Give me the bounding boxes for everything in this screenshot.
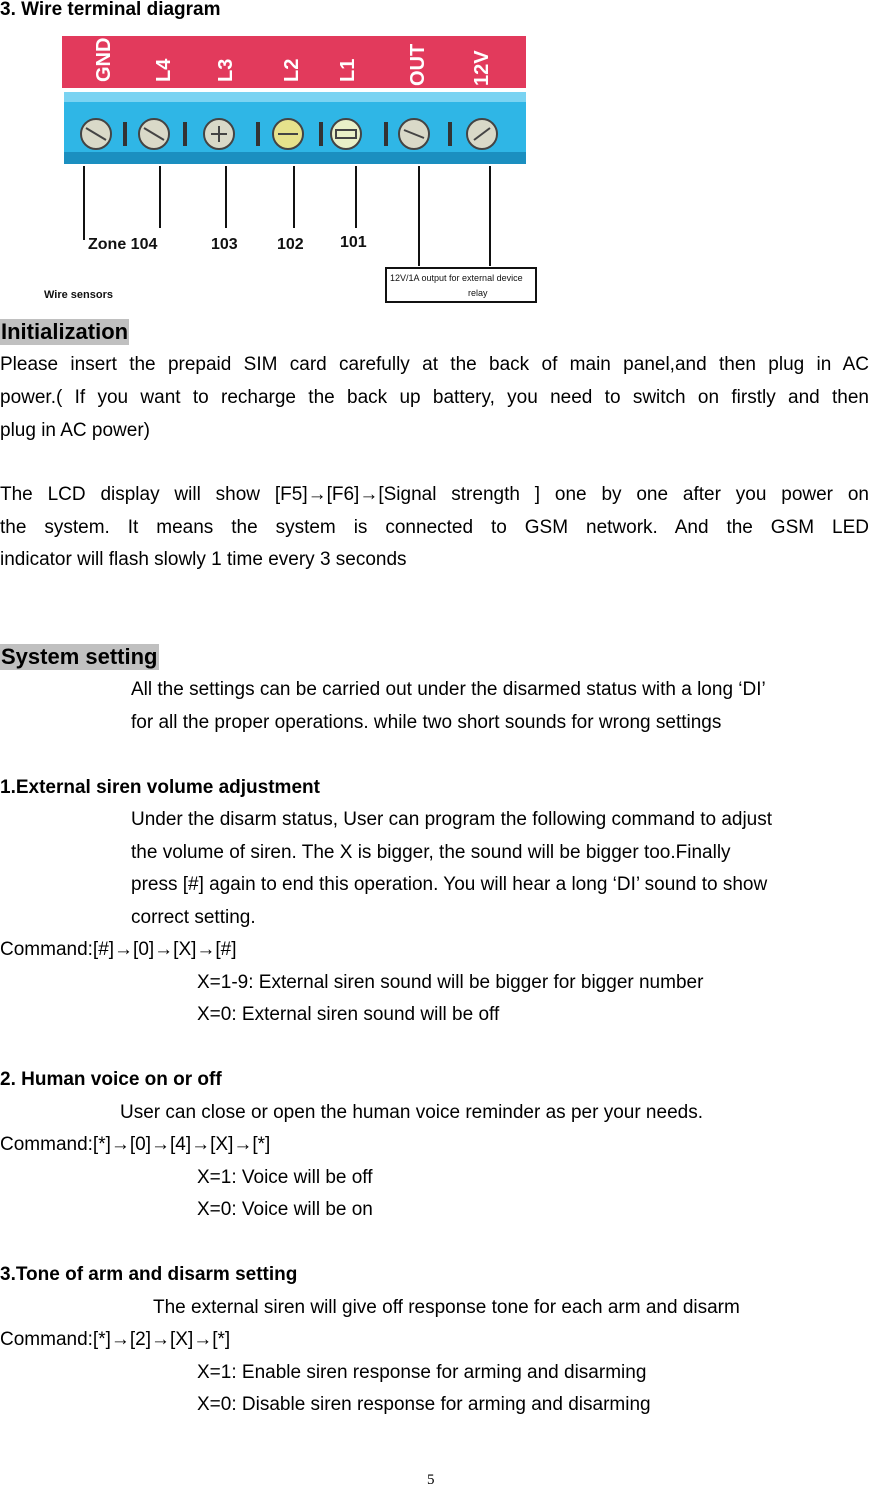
section-1-line-4: correct setting. [131,907,256,928]
terminal-label-gnd: GND [93,37,115,82]
init-paragraph-2-line-3: indicator will flash slowly 1 time every 3 seconds [0,549,407,570]
section-3-x1: X=1: Enable siren response for arming and disarming [197,1362,647,1383]
section-3-command: Command:[*]→[2]→[X]→[*] [0,1329,231,1350]
zone-103: 103 [211,236,238,253]
init-paragraph-2-line-2: the system. It means the system is connected to GSM network. And the GSM LED [0,517,869,538]
terminal-label-l1: L1 [337,58,359,82]
initialization-heading: Initialization [1,319,129,344]
terminal-label-l3: L3 [215,58,237,82]
section-1-line-3: press [#] again to end this operation. You will hear a long ‘DI’ sound to show [131,874,768,895]
section-1-line-1: Under the disarm status, User can program the following command to adjust [131,809,773,830]
system-setting-line-1: All the settings can be carried out under the disarmed status with a long ‘DI’ [131,679,766,700]
zone-label: Zone 104 [88,236,158,253]
section-1-x0: X=0: External siren sound will be off [197,1004,500,1025]
section-2-title: 2. Human voice on or off [0,1069,222,1090]
terminal-label-l4: L4 [153,58,175,82]
section-2-line-1: User can close or open the human voice reminder as per your needs. [120,1102,703,1123]
init-paragraph-2-line-1: The LCD display will show [F5]→[F6]→[Signal strength ] one by one after you power on [0,484,869,505]
wire-terminal-diagram [36,30,546,308]
section-2-command: Command:[*]→[0]→[4]→[X]→[*] [0,1134,271,1155]
section-2-x0: X=0: Voice will be on [197,1199,373,1220]
output-note-line1: 12V/1A output for external device [390,273,523,283]
zone-101: 101 [340,234,367,251]
system-setting-line-2: for all the proper operations. while two short sounds for wrong settings [131,712,722,733]
init-paragraph-1-line-1: Please insert the prepaid SIM card carefully at the back of main panel,and then plug in AC [0,354,869,375]
section-3-x0: X=0: Disable siren response for arming and disarming [197,1394,651,1415]
output-note-line2: relay [468,288,488,298]
terminal-label-out: OUT [407,43,429,86]
section-1-line-2: the volume of siren. The X is bigger, the sound will be bigger too.Finally [131,842,731,863]
init-paragraph-1-line-2: power.( If you want to recharge the back up battery, you need to switch on firstly and then [0,387,869,408]
page-number: 5 [427,1472,435,1488]
section-1-title: 1.External siren volume adjustment [0,777,320,798]
section-3-title: 3.Tone of arm and disarm setting [0,1264,298,1285]
section-3-line-1: The external siren will give off response tone for each arm and disarm [153,1297,740,1318]
section-1-x1: X=1-9: External siren sound will be bigger for bigger number [197,972,704,993]
wire-sensors-label: Wire sensors [44,289,113,301]
section-title: 3. Wire terminal diagram [0,0,221,20]
system-setting-heading: System setting [1,644,158,669]
section-2-x1: X=1: Voice will be off [197,1167,373,1188]
terminal-label-l2: L2 [281,58,303,82]
section-1-command: Command:[#]→[0]→[X]→[#] [0,939,237,960]
init-paragraph-1-line-3: plug in AC power) [0,420,150,441]
zone-102: 102 [277,236,304,253]
terminal-label-12v: 12V [471,50,493,86]
